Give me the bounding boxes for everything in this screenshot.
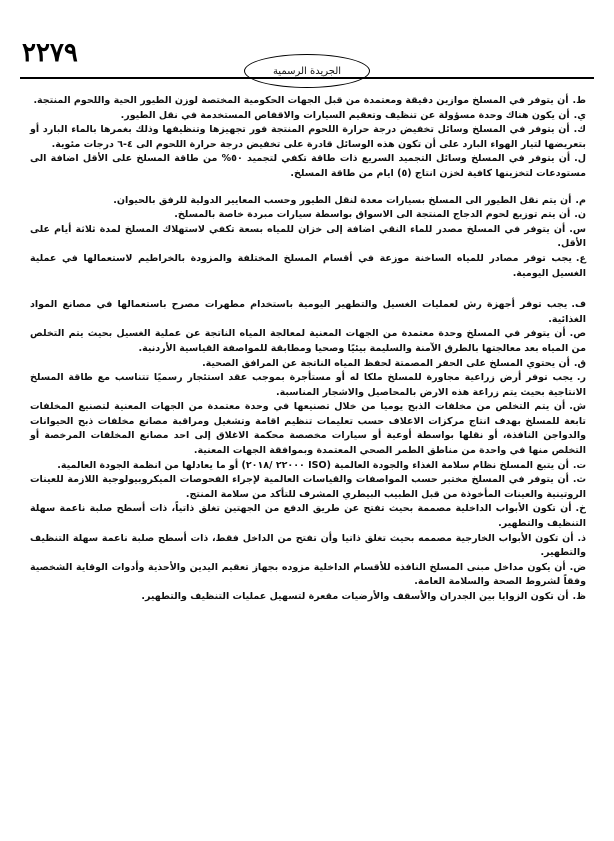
gazette-header-label: الجريدة الرسمية xyxy=(244,54,370,88)
clause-item: خ.أن تكون الأبواب الداخلية مصممة بحيث تفتح عن طريق الدفع من الجهتين تغلق ذاتياً، ذات أسطح صلبة ناعمة سهلة التنظيف والتطهير. xyxy=(30,503,586,530)
clause-item: ض.أن يكون مداخل مبنى المسلخ النافذه للأقسام الداخلية مزوده بجهاز تعقيم اليدين والأحذية وأدوات الوقاية الشخصية وفقاً لشروط الصحة والسلامة العامة. xyxy=(30,561,586,588)
clause-item: ذ.أن تكون الأبواب الخارجية مصممه بحيث تغلق ذاتيا وأن تفتح من الداخل فقط، ذات أسطح صلبة ناعمة سهلة التنظيف والتطهير. xyxy=(30,532,586,559)
clause-item: ص.أن يتوفر في المسلخ وحدة معتمدة من الجهات المعنية لمعالجة المياه الناتجة عن عملية الغسيل بحيث يتم التخلص من المياه بعد معالجتها بالطرق الآمنة والسليمة بيئيًا وصحيا ومطابقة للمواصفة القياسية الأردنية. xyxy=(30,328,586,354)
clause-item: ظ.أن تكون الزوايا بين الجدران والأسقف والأرضيات مقعرة لتسهيل عمليات التنظيف والتطهير. xyxy=(141,591,586,602)
clause-item: س.أن يتوفر في المسلخ مصدر للماء النقي اضافة إلى خزان للمياه بسعة تكفي لاستهلاك المسلخ لمدة ثلاثة أيام على الأقل. xyxy=(30,223,586,250)
clause-item: م.أن يتم نقل الطيور الى المسلخ بسيارات معدة لنقل الطيور وحسب المعايير الدولية للرفق بالحيوان. xyxy=(113,194,586,206)
clause-item: ن.أن يتم توزيع لحوم الدجاج المنتجة الى الاسواق بواسطة سيارات مبردة خاصة بالمسلخ. xyxy=(174,209,586,221)
clause-item: ف.يجب توفر أجهزة رش لعمليات الغسيل والتطهير اليومية باستخدام مطهرات مصرح باستعمالها في مصانع المواد الغذائية. xyxy=(30,299,586,325)
clause-item: ط.أن يتوفر في المسلخ موازين دقيقة ومعتمدة من قبل الجهات الحكومية المختصة لوزن الطيور الحية واللحوم المنتجة. xyxy=(33,95,586,106)
clause-item: ق.أن يحتوي المسلخ على الحفر المصمتة لحفظ المياه الناتجة عن المرافق الصحية. xyxy=(202,357,586,369)
clause-item: ي.أن يكون هناك وحدة مسؤولة عن تنظيف وتعقيم السيارات والاقفاص المستخدمة في نقل الطيور. xyxy=(120,109,586,121)
clause-item: ع.يجب توفر مصادر للمياه الساخنة موزعة في أقسام المسلخ المختلفة والمزودة بالخراطيم لاستعمالها في عملية الغسيل اليومية. xyxy=(30,252,586,279)
header-rule xyxy=(20,77,594,79)
clause-item: ل.أن يتوفر في المسلخ وسائل التجميد السريع ذات طاقة تكفي لتجميد ٥٠% من طاقة المسلخ على الأقل اضافة الى مستودعات لتخزينها كافية لخزن انتاج (٥) ايام من طاقة المسلخ. xyxy=(30,153,586,179)
page-number: ٢٢٧٩ xyxy=(22,38,78,68)
document-body xyxy=(30,94,586,605)
clause-item: ث.أن يتوفر في المسلخ مختبر حسب المواصفات والقياسات العالمية لإجراء الفحوصات الميكروبيولوجية اللازمة للعينات الروتينية والعينات المأخوذة من قبل الطبيب البيطري المشرف للتأكد من سلامة المنتج. xyxy=(30,474,586,500)
clause-item: ر.يجب توفر أرض زراعية مجاورة للمسلخ ملكا له أو مستأجرة بموجب عقد استئجار رسميًا تتناسب مع طاقة المسلخ الانتاجية بحيث يتم زراعة هذه الارض بالمحاصيل والاشجار المناسبة. xyxy=(30,372,586,398)
clause-item: ش.أن يتم التخلص من مخلفات الذبح يوميا من خلال تصنيعها في وحدة معتمدة من الجهات المعنية لتصنيع المخلفات تابعة للمسلخ بهدف انتاج مركزات الاعلاف حسب تعليمات تنظيم اقامة وتشغيل ومراقبة مصانع مخلفات ذبح الحيوانات والدواجن النافذة، أو نقلها بواسطة أوعية أو سيارات مخصصة محكمة الاغلاق إلى احد مصانع المخلفات المرخصة أو التخلص منها في واحدة من مناطق الطمر الصحي المعتمدة وبموافقة الجهات المعنية. xyxy=(30,401,586,457)
clause-item: ك.أن يتوفر في المسلخ وسائل تخفيض درجة حرارة اللحوم المنتجة فور تجهيزها وتنظيفها وذلك بغمرها بالماء البارد أو بتعريضها لتيار الهواء البارد على أن تكون هذه الوسائل قادرة على تخفيض درجة حرارة اللحوم الى ٤-٦ درجات مئوية. xyxy=(30,124,586,150)
clause-item: ت.أن يتبع المسلخ نظام سلامة الغذاء والجودة العالمية (ISO ٢٢٠٠٠ /٢٠١٨) أو ما يعادلها من انظمة الجودة العالمية. xyxy=(57,459,586,471)
